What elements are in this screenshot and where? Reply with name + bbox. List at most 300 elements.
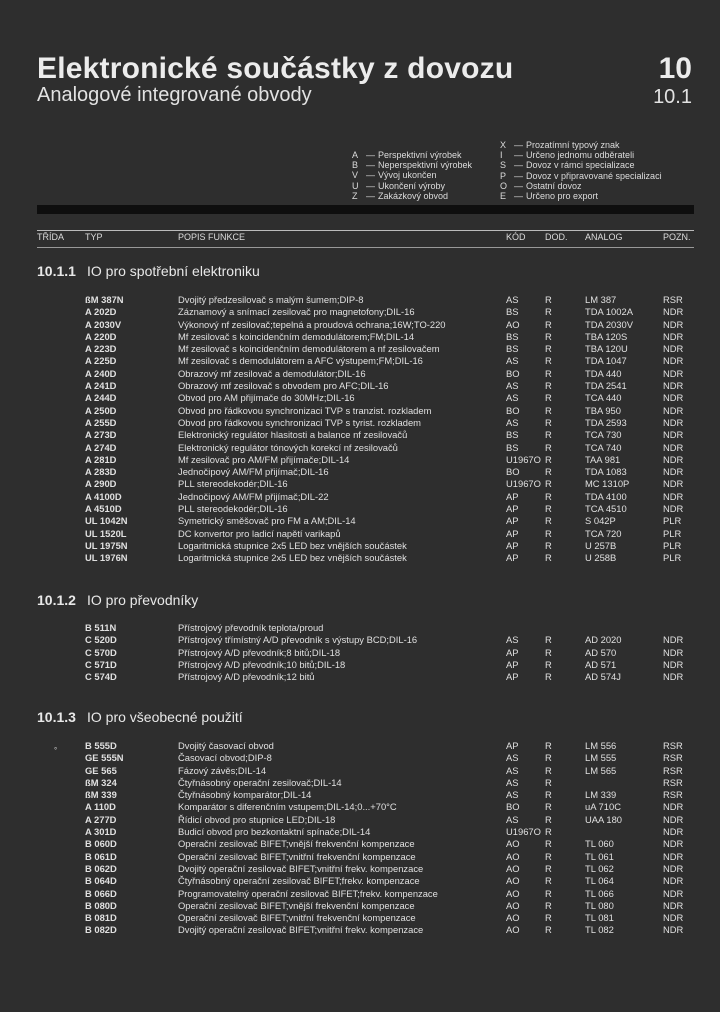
table-row bbox=[0, 863, 720, 875]
section-title-text: IO pro všeobecné použití bbox=[87, 709, 243, 725]
legend-text: Dovoz v rámci specializace bbox=[526, 160, 635, 171]
cell-pozn: NDR bbox=[663, 838, 684, 850]
legend-dash: — bbox=[366, 170, 375, 181]
cell-popis: Přístrojový převodník teplota/proud bbox=[178, 622, 324, 633]
cell-dod: R bbox=[545, 380, 552, 392]
legend-text: Určeno jednomu odběrateli bbox=[526, 150, 635, 161]
table-row bbox=[0, 319, 720, 331]
cell-dod: R bbox=[545, 527, 552, 539]
section-number: 10.1 bbox=[653, 86, 692, 108]
cell-kod: AS bbox=[506, 355, 519, 367]
cell-pozn: PLR bbox=[663, 515, 682, 527]
header-divider bbox=[37, 205, 694, 214]
cell-kod: AP bbox=[506, 490, 519, 502]
margin-dot: ° bbox=[54, 746, 58, 755]
table-row bbox=[0, 801, 720, 813]
cell-pozn: NDR bbox=[663, 367, 684, 379]
cell-analog: TCA 4510 bbox=[585, 503, 627, 515]
cell-popis: Operační zesilovač BIFET;vnější frekvenční kompenzace bbox=[178, 838, 415, 850]
cell-popis: Obvod pro řádkovou synchronizaci TVP s tranzist. rozkladem bbox=[178, 404, 432, 416]
cell-dod: R bbox=[545, 343, 552, 355]
cell-popis: Fázový závěs;DIL-14 bbox=[178, 764, 267, 776]
table-row bbox=[0, 392, 720, 404]
cell-kod: AP bbox=[506, 503, 519, 515]
legend-dash: — bbox=[366, 180, 375, 191]
cell-pozn: NDR bbox=[663, 429, 684, 441]
cell-analog: LM 555 bbox=[585, 752, 617, 764]
table-row bbox=[0, 368, 720, 380]
table-row bbox=[0, 924, 720, 936]
cell-analog: AD 570 bbox=[585, 646, 617, 658]
legend-key: V bbox=[352, 170, 359, 181]
legend-text: Neperspektivní výrobek bbox=[378, 160, 473, 171]
cell-kod: U1967O bbox=[506, 453, 541, 465]
cell-analog: TDA 1083 bbox=[585, 466, 627, 478]
cell-pozn: NDR bbox=[663, 453, 684, 465]
cell-popis: Výkonový nf zesilovač;tepelná a proudová ochrana;16W;TO-220 bbox=[178, 318, 446, 330]
cell-typ: A 220D bbox=[85, 330, 117, 342]
cell-kod: AP bbox=[506, 646, 519, 658]
legend-text: Ostatní dovoz bbox=[526, 180, 582, 191]
cell-kod: BS bbox=[506, 330, 519, 342]
legend-text: Dovoz v připravované specializaci bbox=[526, 170, 662, 181]
cell-kod: AO bbox=[506, 899, 520, 911]
cell-typ: UL 1520L bbox=[85, 527, 127, 539]
section-title-consumer bbox=[37, 263, 260, 279]
cell-kod: AS bbox=[506, 294, 519, 305]
section-title-general bbox=[37, 709, 243, 725]
cell-typ: B 060D bbox=[85, 838, 117, 850]
legend-text: Vývoj ukončen bbox=[378, 170, 437, 181]
cell-pozn: NDR bbox=[663, 355, 684, 367]
cell-typ: B 081D bbox=[85, 912, 117, 924]
legend-item bbox=[352, 150, 472, 160]
table-row bbox=[0, 540, 720, 552]
cell-analog: TL 060 bbox=[585, 838, 614, 850]
cell-dod: R bbox=[545, 801, 552, 813]
cell-analog: TDA 2593 bbox=[585, 416, 627, 428]
legend-key: P bbox=[500, 170, 507, 181]
cell-pozn: NDR bbox=[663, 826, 684, 838]
cell-analog: U 258B bbox=[585, 552, 617, 564]
cell-kod: AS bbox=[506, 392, 519, 404]
cell-pozn: NDR bbox=[663, 924, 684, 936]
cell-kod: BS bbox=[506, 441, 519, 453]
table-row bbox=[0, 647, 720, 659]
cell-analog: LM 565 bbox=[585, 764, 617, 776]
cell-pozn: NDR bbox=[663, 912, 684, 924]
cell-dod: R bbox=[545, 441, 552, 453]
table-row bbox=[0, 752, 720, 764]
cell-dod: R bbox=[545, 453, 552, 465]
section-title-text: IO pro převodníky bbox=[87, 592, 199, 608]
table-row bbox=[0, 294, 720, 306]
cell-typ: B 066D bbox=[85, 887, 117, 899]
table-row bbox=[0, 355, 720, 367]
cell-typ: GE 555N bbox=[85, 752, 124, 764]
cell-kod: AS bbox=[506, 380, 519, 392]
cell-popis: Komparátor s diferenčním vstupem;DIL-14;0...+70°C bbox=[178, 801, 397, 813]
cell-pozn: NDR bbox=[663, 478, 684, 490]
cell-popis: Elektronický regulátor hlasitosti a balance nf zesilovačů bbox=[178, 429, 408, 441]
cell-dod: R bbox=[545, 776, 552, 788]
cell-pozn: RSR bbox=[663, 294, 683, 305]
cell-dod: R bbox=[545, 330, 552, 342]
legend-dash: — bbox=[514, 191, 523, 202]
cell-pozn: NDR bbox=[663, 466, 684, 478]
legend-item bbox=[500, 140, 662, 150]
cell-typ: GE 565 bbox=[85, 764, 117, 776]
cell-typ: UL 1975N bbox=[85, 539, 128, 551]
legend-key: I bbox=[500, 150, 503, 161]
cell-pozn: NDR bbox=[663, 330, 684, 342]
cell-pozn: NDR bbox=[663, 646, 684, 658]
cell-popis: Přístrojový A/D převodník;12 bitů bbox=[178, 671, 315, 683]
cell-typ: C 520D bbox=[85, 634, 117, 646]
cell-dod: R bbox=[545, 392, 552, 404]
cell-pozn: NDR bbox=[663, 490, 684, 502]
cell-popis: Operační zesilovač BIFET;vnitřní frekvenční kompenzace bbox=[178, 912, 416, 924]
cell-analog: UAA 180 bbox=[585, 813, 623, 825]
cell-kod: AP bbox=[506, 552, 519, 564]
cell-typ: UL 1042N bbox=[85, 515, 128, 527]
cell-kod: AO bbox=[506, 318, 520, 330]
cell-kod: AS bbox=[506, 776, 519, 788]
cell-typ: B 555D bbox=[85, 740, 117, 751]
cell-analog: TL 064 bbox=[585, 875, 614, 887]
cell-analog: LM 387 bbox=[585, 294, 617, 305]
legend-item bbox=[500, 160, 662, 170]
cell-popis: PLL stereodekodér;DIL-16 bbox=[178, 503, 288, 515]
legend-key: X bbox=[500, 140, 507, 150]
column-header-bottom-rule bbox=[37, 247, 694, 248]
legend-key: E bbox=[500, 191, 507, 202]
cell-analog: TDA 1047 bbox=[585, 355, 627, 367]
cell-kod: AP bbox=[506, 740, 519, 751]
cell-kod: U1967O bbox=[506, 826, 541, 838]
cell-popis: Dvojitý časovací obvod bbox=[178, 740, 274, 751]
cell-dod: R bbox=[545, 924, 552, 936]
cell-kod: AO bbox=[506, 862, 520, 874]
column-typ: TYP bbox=[85, 232, 103, 242]
table-row bbox=[0, 900, 720, 912]
table-row bbox=[0, 491, 720, 503]
cell-pozn: NDR bbox=[663, 862, 684, 874]
cell-popis: Dvojitý operační zesilovač BIFET;vnitřní frekv. kompenzace bbox=[178, 924, 424, 936]
cell-dod: R bbox=[545, 429, 552, 441]
table-row bbox=[0, 380, 720, 392]
cell-pozn: NDR bbox=[663, 404, 684, 416]
cell-kod: BS bbox=[506, 343, 519, 355]
legend-item bbox=[352, 170, 472, 180]
cell-typ: A 301D bbox=[85, 826, 117, 838]
cell-kod: AP bbox=[506, 527, 519, 539]
table-row bbox=[0, 671, 720, 683]
cell-pozn: PLR bbox=[663, 552, 682, 564]
table-row bbox=[0, 622, 720, 634]
table-row bbox=[0, 552, 720, 564]
cell-typ: B 062D bbox=[85, 862, 117, 874]
cell-typ: A 241D bbox=[85, 380, 117, 392]
cell-popis: Jednočipový AM/FM přijímač;DIL-22 bbox=[178, 490, 329, 502]
legend-key: B bbox=[352, 160, 359, 171]
cell-popis: Programovatelný operační zesilovač BIFET;frekv. kompenzace bbox=[178, 887, 438, 899]
column-analog: ANALOG bbox=[585, 232, 623, 242]
cell-popis: Obvod pro AM přijímače do 30MHz;DIL-16 bbox=[178, 392, 355, 404]
cell-typ: C 571D bbox=[85, 658, 117, 670]
cell-dod: R bbox=[545, 634, 552, 646]
legend-dash: — bbox=[514, 150, 523, 161]
legend-dash: — bbox=[366, 150, 375, 160]
cell-popis: Čtyřnásobný operační zesilovač BIFET;frekv. kompenzace bbox=[178, 875, 420, 887]
cell-pozn: NDR bbox=[663, 416, 684, 428]
column-header-top-rule bbox=[37, 230, 694, 231]
cell-analog: TAA 981 bbox=[585, 453, 621, 465]
cell-popis: Elektronický regulátor tónových korekcí nf zesilovačů bbox=[178, 441, 398, 453]
cell-dod: R bbox=[545, 838, 552, 850]
cell-kod: BO bbox=[506, 404, 520, 416]
table-row bbox=[0, 429, 720, 441]
cell-popis: Dvojitý předzesilovač s malým šumem;DIP-8 bbox=[178, 294, 364, 305]
cell-analog: TCA 740 bbox=[585, 441, 622, 453]
cell-dod: R bbox=[545, 503, 552, 515]
cell-popis: Logaritmická stupnice 2x5 LED bez vnějších součástek bbox=[178, 552, 407, 564]
table-section-general bbox=[0, 740, 720, 937]
table-row bbox=[0, 343, 720, 355]
legend-text: Prozatímní typový znak bbox=[526, 140, 620, 150]
cell-typ: A 273D bbox=[85, 429, 117, 441]
cell-typ: ßM 339 bbox=[85, 789, 117, 801]
cell-dod: R bbox=[545, 552, 552, 564]
cell-kod: AO bbox=[506, 838, 520, 850]
cell-analog: U 257B bbox=[585, 539, 617, 551]
cell-analog: TCA 730 bbox=[585, 429, 622, 441]
cell-kod: AP bbox=[506, 658, 519, 670]
legend-dash: — bbox=[514, 170, 523, 181]
cell-typ: UL 1976N bbox=[85, 552, 128, 564]
cell-dod: R bbox=[545, 826, 552, 838]
cell-pozn: NDR bbox=[663, 380, 684, 392]
column-dod: DOD. bbox=[545, 232, 568, 242]
cell-analog: TL 080 bbox=[585, 899, 614, 911]
cell-kod: AP bbox=[506, 539, 519, 551]
legend-key: A bbox=[352, 150, 359, 160]
table-row bbox=[0, 912, 720, 924]
cell-kod: BS bbox=[506, 306, 519, 318]
cell-analog: LM 339 bbox=[585, 789, 617, 801]
cell-popis: Obrazový mf zesilovač a demodulátor;DIL-16 bbox=[178, 367, 366, 379]
cell-analog: AD 571 bbox=[585, 658, 617, 670]
cell-kod: AP bbox=[506, 515, 519, 527]
legend-text: Perspektivní výrobek bbox=[378, 150, 462, 160]
cell-typ: A 4100D bbox=[85, 490, 122, 502]
legend-item bbox=[500, 181, 662, 191]
cell-typ: C 570D bbox=[85, 646, 117, 658]
cell-pozn: RSR bbox=[663, 776, 683, 788]
cell-dod: R bbox=[545, 515, 552, 527]
table-row bbox=[0, 331, 720, 343]
cell-typ: ßM 324 bbox=[85, 776, 117, 788]
cell-analog: LM 556 bbox=[585, 740, 617, 751]
cell-pozn: NDR bbox=[663, 306, 684, 318]
table-row bbox=[0, 740, 720, 752]
cell-analog: TL 062 bbox=[585, 862, 614, 874]
cell-typ: A 4510D bbox=[85, 503, 122, 515]
cell-dod: R bbox=[545, 850, 552, 862]
cell-popis: Obvod pro řádkovou synchronizaci TVP s tyrist. rozkladem bbox=[178, 416, 421, 428]
cell-analog: TDA 1002A bbox=[585, 306, 633, 318]
table-row bbox=[0, 851, 720, 863]
cell-analog: TL 061 bbox=[585, 850, 614, 862]
legend-text: Zakázkový obvod bbox=[378, 190, 449, 201]
cell-dod: R bbox=[545, 355, 552, 367]
cell-typ: A 290D bbox=[85, 478, 117, 490]
cell-popis: Přístrojový A/D převodník;10 bitů;DIL-18 bbox=[178, 658, 346, 670]
cell-analog: MC 1310P bbox=[585, 478, 630, 490]
table-section-consumer bbox=[0, 294, 720, 565]
cell-popis: Časovací obvod;DIP-8 bbox=[178, 752, 272, 764]
legend-item bbox=[352, 191, 472, 201]
cell-dod: R bbox=[545, 887, 552, 899]
page-subtitle: Analogové integrované obvody bbox=[37, 84, 312, 106]
cell-popis: PLL stereodekodér;DIL-16 bbox=[178, 478, 288, 490]
cell-pozn: RSR bbox=[663, 752, 683, 764]
cell-pozn: RSR bbox=[663, 740, 683, 751]
cell-analog: TBA 120S bbox=[585, 330, 628, 342]
table-row bbox=[0, 417, 720, 429]
cell-analog: AD 2020 bbox=[585, 634, 622, 646]
column-trida: TŘÍDA bbox=[37, 232, 64, 242]
cell-kod: BO bbox=[506, 367, 520, 379]
cell-popis: Mf zesilovač s koincidenčním demodulátorem;FM;DIL-14 bbox=[178, 330, 415, 342]
section-number-label: 10.1.1 bbox=[37, 263, 76, 279]
cell-pozn: NDR bbox=[663, 887, 684, 899]
cell-kod: AO bbox=[506, 924, 520, 936]
cell-popis: Mf zesilovač s koincidenčním demodulátorem a nf zesilovačem bbox=[178, 343, 440, 355]
cell-kod: BS bbox=[506, 429, 519, 441]
cell-kod: AS bbox=[506, 416, 519, 428]
cell-typ: A 283D bbox=[85, 466, 117, 478]
cell-typ: A 202D bbox=[85, 306, 117, 318]
legend-item bbox=[500, 150, 662, 160]
legend-item bbox=[352, 181, 472, 191]
cell-pozn: NDR bbox=[663, 899, 684, 911]
legend-item bbox=[500, 191, 662, 201]
cell-dod: R bbox=[545, 404, 552, 416]
cell-kod: U1967O bbox=[506, 478, 541, 490]
table-row bbox=[0, 814, 720, 826]
table-row bbox=[0, 306, 720, 318]
table-row bbox=[0, 528, 720, 540]
legend-dash: — bbox=[366, 160, 375, 171]
table-row bbox=[0, 777, 720, 789]
table-row bbox=[0, 875, 720, 887]
table-row bbox=[0, 503, 720, 515]
cell-kod: AO bbox=[506, 887, 520, 899]
table-row bbox=[0, 454, 720, 466]
legend-key: S bbox=[500, 160, 507, 171]
column-kod: KÓD bbox=[506, 232, 526, 242]
cell-typ: B 082D bbox=[85, 924, 117, 936]
legend-dash: — bbox=[514, 160, 523, 171]
column-pozn: POZN. bbox=[663, 232, 691, 242]
cell-typ: A 110D bbox=[85, 801, 116, 813]
cell-analog: TDA 2030V bbox=[585, 318, 633, 330]
section-title-converters bbox=[37, 592, 198, 608]
cell-popis: DC konvertor pro ladicí napětí varikapů bbox=[178, 527, 341, 539]
cell-popis: Jednočipový AM/FM přijímač;DIL-16 bbox=[178, 466, 329, 478]
cell-popis: Budicí obvod pro bezkontaktní spínače;DIL-14 bbox=[178, 826, 371, 838]
table-row bbox=[0, 888, 720, 900]
cell-dod: R bbox=[545, 764, 552, 776]
table-row bbox=[0, 765, 720, 777]
cell-typ: A 240D bbox=[85, 367, 117, 379]
cell-popis: Čtyřnásobný komparátor;DIL-14 bbox=[178, 789, 312, 801]
section-title-text: IO pro spotřební elektroniku bbox=[87, 263, 260, 279]
cell-dod: R bbox=[545, 862, 552, 874]
cell-typ: A 223D bbox=[85, 343, 117, 355]
cell-popis: Operační zesilovač BIFET;vnější frekvenční kompenzace bbox=[178, 899, 415, 911]
cell-kod: AS bbox=[506, 789, 519, 801]
cell-typ: A 2030V bbox=[85, 318, 122, 330]
cell-typ: A 255D bbox=[85, 416, 117, 428]
cell-kod: BO bbox=[506, 466, 520, 478]
cell-popis: Dvojitý operační zesilovač BIFET;vnitřní frekv. kompenzace bbox=[178, 862, 424, 874]
legend-supply bbox=[500, 140, 662, 201]
cell-popis: Obrazový mf zesilovač s obvodem pro AFC;DIL-16 bbox=[178, 380, 389, 392]
table-row bbox=[0, 789, 720, 801]
cell-typ: B 080D bbox=[85, 899, 117, 911]
legend-dash: — bbox=[366, 190, 375, 201]
cell-analog: TCA 440 bbox=[585, 392, 622, 404]
cell-kod: BO bbox=[506, 801, 520, 813]
cell-kod: AO bbox=[506, 875, 520, 887]
cell-popis: Operační zesilovač BIFET;vnitřní frekvenční kompenzace bbox=[178, 850, 416, 862]
table-row bbox=[0, 838, 720, 850]
cell-analog: TDA 440 bbox=[585, 367, 622, 379]
cell-popis: Čtyřnásobný operační zesilovač;DIL-14 bbox=[178, 776, 342, 788]
cell-dod: R bbox=[545, 740, 552, 751]
cell-dod: R bbox=[545, 466, 552, 478]
column-popis: POPIS FUNKCE bbox=[178, 232, 246, 242]
cell-dod: R bbox=[545, 658, 552, 670]
legend-item bbox=[352, 160, 472, 170]
cell-kod: AO bbox=[506, 912, 520, 924]
cell-pozn: NDR bbox=[663, 441, 684, 453]
section-number-label: 10.1.3 bbox=[37, 709, 76, 725]
cell-dod: R bbox=[545, 306, 552, 318]
page-title: Elektronické součástky z dovozu bbox=[37, 52, 514, 85]
table-row bbox=[0, 634, 720, 646]
cell-pozn: NDR bbox=[663, 813, 684, 825]
cell-typ: B 061D bbox=[85, 850, 117, 862]
legend-status bbox=[352, 150, 472, 201]
table-row bbox=[0, 405, 720, 417]
cell-analog: TCA 720 bbox=[585, 527, 622, 539]
cell-popis: Přístrojový třímístný A/D převodník s výstupy BCD;DIL-16 bbox=[178, 634, 418, 646]
cell-popis: Řídicí obvod pro stupnice LED;DIL-18 bbox=[178, 813, 336, 825]
cell-dod: R bbox=[545, 912, 552, 924]
cell-popis: Mf zesilovač pro AM/FM přijímače;DIL-14 bbox=[178, 453, 350, 465]
cell-typ: C 574D bbox=[85, 671, 117, 683]
table-row bbox=[0, 826, 720, 838]
cell-analog: TL 082 bbox=[585, 924, 614, 936]
cell-popis: Symetrický směšovač pro FM a AM;DIL-14 bbox=[178, 515, 356, 527]
cell-kod: AS bbox=[506, 813, 519, 825]
cell-pozn: NDR bbox=[663, 343, 684, 355]
legend-dash: — bbox=[514, 180, 523, 191]
table-row bbox=[0, 466, 720, 478]
